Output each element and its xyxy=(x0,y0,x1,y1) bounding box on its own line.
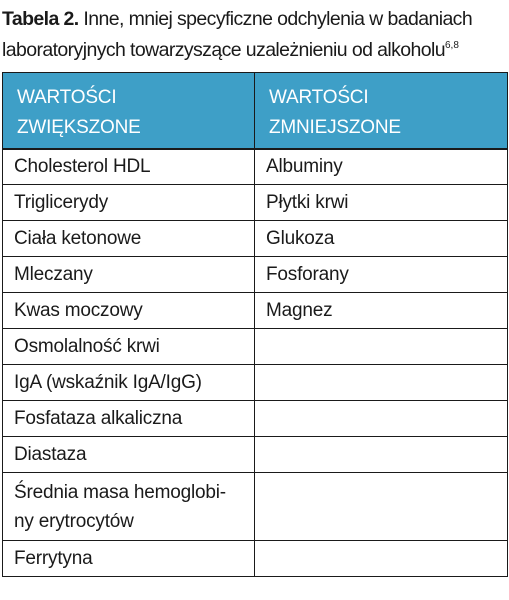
table-row xyxy=(3,149,508,185)
header-increased: WARTOŚCI ZWIĘKSZONE xyxy=(3,73,255,149)
cell-decreased xyxy=(255,401,508,437)
cell-increased: IgA (wskaźnik IgA/IgG) xyxy=(3,365,255,401)
table-row xyxy=(3,365,508,401)
table-header-row xyxy=(3,73,508,149)
cell-increased: Cholesterol HDL xyxy=(3,149,255,185)
table-row xyxy=(3,329,508,365)
caption-text: Inne, mniej specyficzne odchylenia w badaniach laboratoryjnych towarzyszące uzależnieniu od alkoholu xyxy=(2,8,473,61)
table-row xyxy=(3,437,508,473)
table-caption xyxy=(0,0,509,66)
cell-increased: Diastaza xyxy=(3,437,255,473)
cell-increased: Kwas moczowy xyxy=(3,293,255,329)
cell-decreased: Glukoza xyxy=(255,221,508,257)
cell-increased: Osmolalność krwi xyxy=(3,329,255,365)
table-row xyxy=(3,257,508,293)
table-row xyxy=(3,221,508,257)
cell-increased: Mleczany xyxy=(3,257,255,293)
caption-superscript: 6,8 xyxy=(444,40,459,51)
cell-decreased xyxy=(255,365,508,401)
cell-decreased: Albuminy xyxy=(255,149,508,185)
caption-label: Tabela 2. xyxy=(2,8,79,30)
cell-increased: Ciała ketonowe xyxy=(3,221,255,257)
cell-increased: Średnia masa hemoglobi-ny erytrocytów xyxy=(3,473,255,541)
cell-increased: Ferrytyna xyxy=(3,541,255,577)
cell-decreased: Magnez xyxy=(255,293,508,329)
table-row xyxy=(3,185,508,221)
cell-decreased xyxy=(255,541,508,577)
cell-decreased xyxy=(255,329,508,365)
table-row xyxy=(3,293,508,329)
table-row xyxy=(3,473,508,541)
table-row xyxy=(3,401,508,437)
cell-increased: Triglicerydy xyxy=(3,185,255,221)
header-decreased: WARTOŚCI ZMNIEJSZONE xyxy=(255,73,508,149)
cell-increased: Fosfataza alkaliczna xyxy=(3,401,255,437)
cell-decreased xyxy=(255,473,508,541)
cell-decreased: Fosforany xyxy=(255,257,508,293)
table-row xyxy=(3,541,508,577)
cell-decreased xyxy=(255,437,508,473)
lab-values-table xyxy=(2,72,508,577)
cell-decreased: Płytki krwi xyxy=(255,185,508,221)
